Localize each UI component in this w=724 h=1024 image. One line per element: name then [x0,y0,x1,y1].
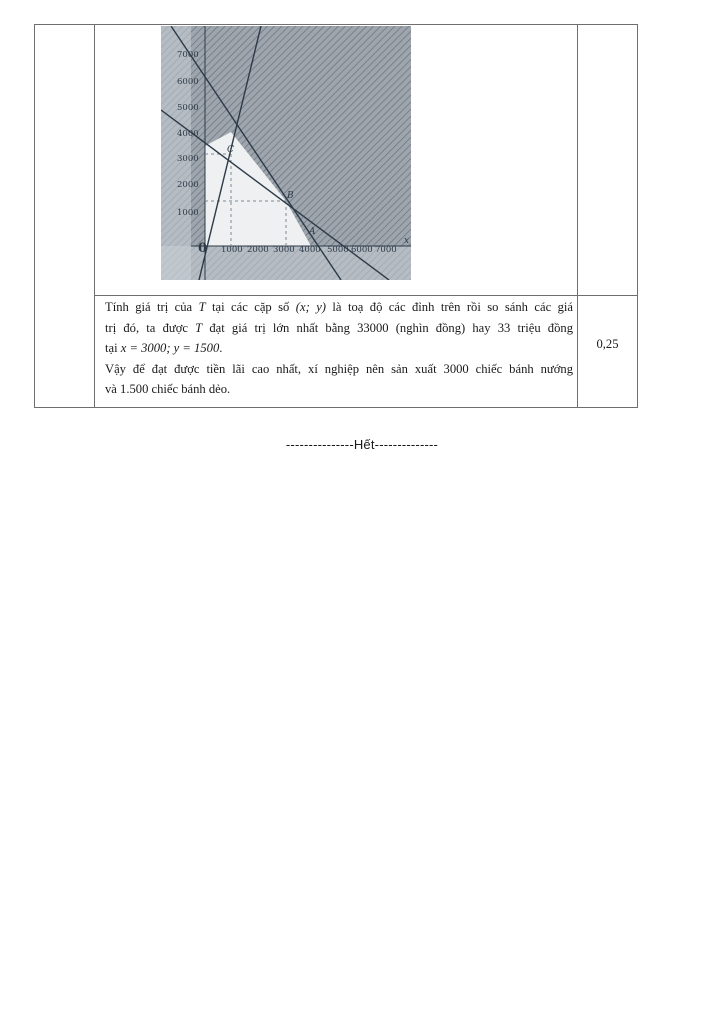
x-tick-labels [221,245,397,255]
point-c-label: C [227,145,234,155]
x-tick: 1000 [221,245,243,255]
x-tick: 3000 [273,245,295,255]
x-tick: 6000 [351,245,373,255]
x-axis-letter: x [404,236,410,246]
origin-label: 0 [198,241,208,256]
text-run: . [219,341,223,356]
y-tick: 2000 [177,180,199,190]
x-tick: 4000 [299,245,321,255]
table-border-top [34,24,638,25]
text-run: là toạ độ các đỉnh trên rồi so sánh các giá [326,300,573,314]
y-tick: 3000 [177,154,199,164]
table-border-col1 [94,24,95,408]
answer-line-3 [105,338,573,359]
point-a-label: A [309,227,316,237]
x-tick: 5000 [327,245,349,255]
end-marker: ---------------Hết-------------- [285,437,439,452]
answer-line-1 [105,297,573,318]
table-border-right [637,24,638,408]
y-tick: 5000 [177,103,199,113]
text-run: tại [105,341,121,356]
math-symbol-t: T [195,320,203,335]
y-tick: 1000 [177,208,199,218]
y-tick: 6000 [177,77,199,87]
answer-line-5: và 1.500 chiếc bánh dẻo. [105,382,231,397]
answer-line-2 [105,318,573,339]
x-tick: 2000 [247,245,269,255]
y-tick: 7000 [177,50,199,60]
table-border-left [34,24,35,408]
text-run: tại các cặp số [205,300,296,314]
answer-line-4: Vậy để đạt được tiền lãi cao nhất, xí nghiệp nên sản xuất 3000 chiếc bánh nướng [105,361,573,376]
answer-text [105,297,573,400]
graph-svg [161,26,411,280]
table-row-divider [94,295,638,296]
math-pair: (x; y) [295,300,326,314]
math-symbol-t: T [198,300,206,314]
text-run: Tính giá trị của [105,300,199,314]
table-border-bottom [34,407,638,408]
text-run: đạt giá trị lớn nhất bằng 33000 (nghìn đồng) hay 33 triệu đồng [202,320,573,335]
math-expression: x = 3000; y = 1500 [120,341,220,356]
point-b-label: B [287,191,294,201]
feasible-region-graph [161,26,411,280]
left-margin-area [161,26,191,280]
x-tick: 7000 [375,245,397,255]
text-run: trị đó, ta được [105,320,196,335]
score-value: 0,25 [596,337,619,351]
y-tick: 4000 [177,129,199,139]
